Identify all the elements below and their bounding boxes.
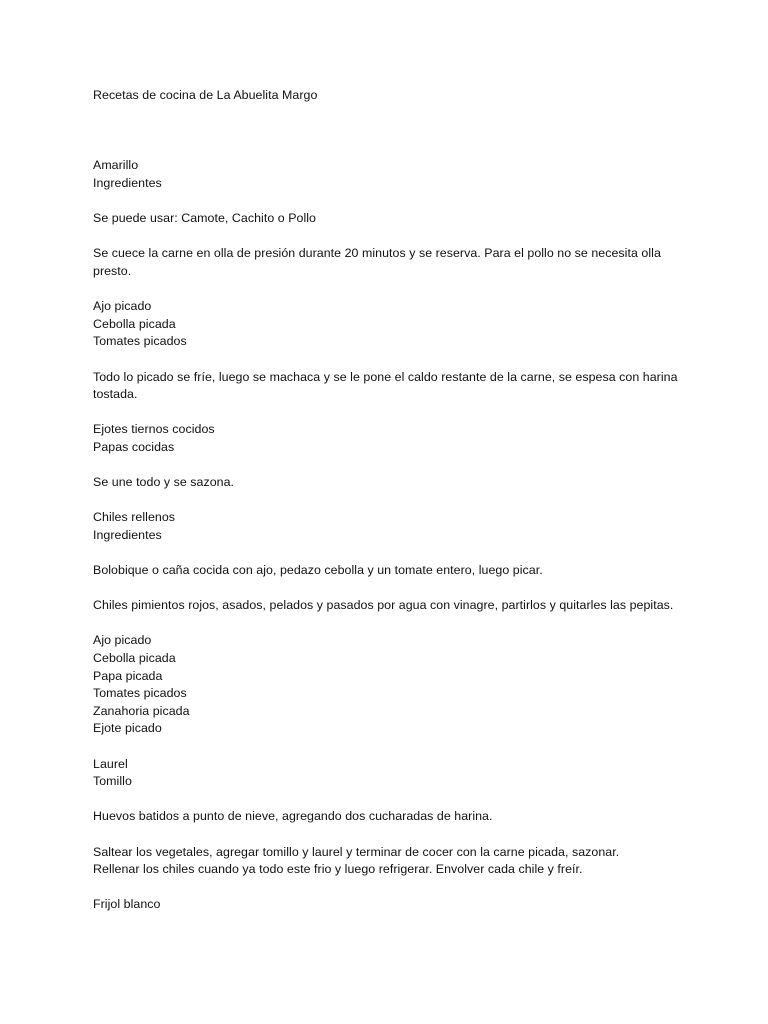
paragraph: Todo lo picado se fríe, luego se machaca y se le pone el caldo restante de la carne, se espesa con harina tostada. [93, 369, 678, 402]
document-body [93, 87, 693, 914]
recipe-title-frijol-blanco: Frijol blanco [93, 897, 161, 912]
paragraph: Rellenar los chiles cuando ya todo este frio y luego refrigerar. Envolver cada chile y freír. [93, 862, 583, 877]
ingredient-item: Cebolla picada [93, 651, 176, 666]
spacer [93, 351, 693, 369]
ingredient-item: Papa picada [93, 668, 163, 683]
spacer [93, 580, 693, 598]
paragraph: Huevos batidos a punto de nieve, agregando dos cucharadas de harina. [93, 809, 493, 824]
ingredient-item: Cebolla picada [93, 316, 176, 331]
spacer [93, 456, 693, 474]
ingredient-item: Ejote picado [93, 721, 162, 736]
ingredient-item: Zanahoria picada [93, 703, 190, 718]
spacer [93, 544, 693, 562]
ingredients-heading: Ingredientes [93, 175, 162, 190]
document-title: Recetas de cocina de La Abuelita Margo [93, 88, 318, 102]
spacer [93, 281, 693, 299]
spacer [93, 492, 693, 510]
ingredient-item: Ajo picado [93, 299, 152, 314]
spacer [93, 228, 693, 246]
ingredient-item: Tomates picados [93, 686, 187, 701]
paragraph: Se cuece la carne en olla de presión durante 20 minutos y se reserva. Para el pollo no se necesita olla presto. [93, 246, 661, 278]
paragraph: Bolobique o caña cocida con ajo, pedazo cebolla y un tomate entero, luego picar. [93, 563, 543, 578]
ingredients-heading: Ingredientes [93, 527, 162, 542]
ingredient-item: Ejotes tiernos cocidos [93, 422, 215, 437]
spacer [93, 105, 693, 158]
ingredient-item: Tomates picados [93, 334, 187, 349]
paragraph: Saltear los vegetales, agregar tomillo y laurel y terminar de cocer con la carne picada, sazonar. [93, 844, 620, 859]
paragraph: Se une todo y se sazona. [93, 475, 235, 490]
recipe-title-chiles-rellenos: Chiles rellenos [93, 510, 176, 525]
spacer [93, 826, 693, 844]
ingredient-item: Tomillo [93, 774, 132, 789]
spacer [93, 615, 693, 633]
paragraph: Chiles pimientos rojos, asados, pelados y pasados por agua con vinagre, partirlos y quitarles las pepitas. [93, 598, 674, 613]
ingredient-item: Ajo picado [93, 633, 152, 648]
spacer [93, 193, 693, 211]
spacer [93, 404, 693, 422]
ingredient-item: Laurel [93, 756, 128, 771]
recipe-title-amarillo: Amarillo [93, 158, 139, 173]
paragraph: Se puede usar: Camote, Cachito o Pollo [93, 211, 316, 226]
spacer [93, 879, 693, 897]
ingredient-item: Papas cocidas [93, 439, 175, 454]
spacer [93, 738, 693, 756]
spacer [93, 791, 693, 809]
